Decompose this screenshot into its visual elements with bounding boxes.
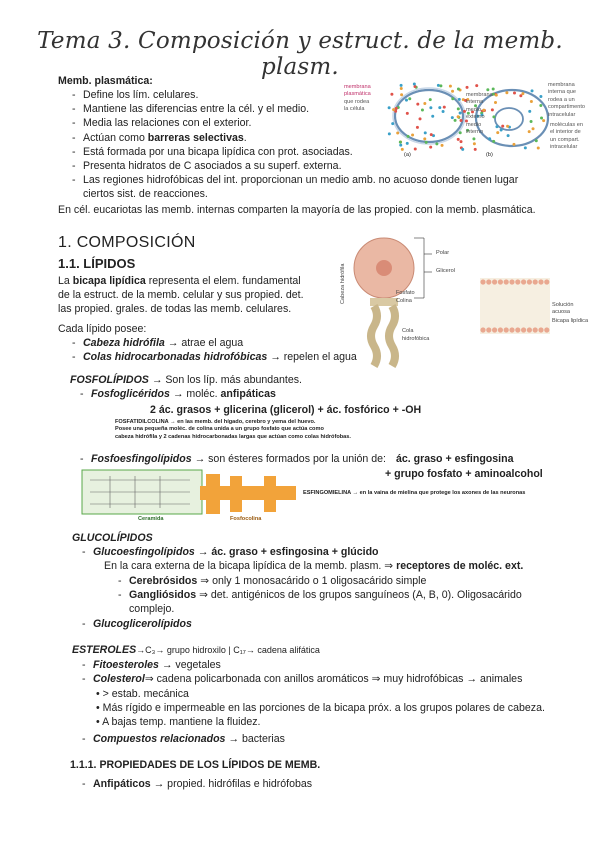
label-hydrophobic: hidrofóbica [402,336,430,342]
molecule-dot [531,89,534,92]
list-item: - Compuestos relacionados → bacterias [80,732,380,746]
molecule-dot [459,111,462,114]
lipid-head-bead [538,327,543,332]
molecule-dot [457,115,460,118]
lipid-head-bead [504,279,509,284]
molecule-dot [542,119,545,122]
molecule-dot [406,112,409,115]
molecule-dot [532,127,535,130]
lipid-head-bead [480,279,485,284]
molecule-dot [506,125,509,128]
molecule-dot [457,87,460,90]
lipid-head-bead [544,279,549,284]
molecule-dot [488,137,491,140]
label-choline: Colina [396,298,412,304]
list-item: - Presenta hidratos de C asociados a su superf. externa. [70,159,360,173]
cholesterol-points [96,687,590,730]
molecule-dot [411,134,414,137]
molecule-dot [430,133,433,136]
lipid-head-bead [515,327,520,332]
bilayer-slab [480,278,550,334]
molecule-dot [501,125,504,128]
label-aqueous: Solución acuosa [552,302,574,316]
molecule-dot [401,148,404,151]
ceramide-label: Ceramida [138,516,164,522]
list-item: - Colesterol⇒ cadena policarbonada con anillos aromáticos ⇒ muy hidrofóbicas → animales [80,672,590,686]
molecule-dot [473,142,476,145]
molecule-dot [530,100,533,103]
cell-a [393,88,465,144]
label-tail: Cola [402,328,414,334]
list-item: - Está formada por una bicapa lipídica con prot. asociadas. [70,145,360,159]
molecule-dot [528,130,531,133]
lipid-head-bead [521,327,526,332]
molecule-dot [406,142,409,145]
molecule-dot [391,122,394,125]
molecule-dot [388,132,391,135]
lipid-head-bead [538,279,543,284]
molecule-dot [399,141,402,144]
molecule-dot [449,85,452,88]
molecule-dot [451,90,454,93]
molecule-dot [407,135,410,138]
molecule-dot [451,116,454,119]
list-item: - Fosfoesfingolípidos → son ésteres formados por la unión de: [78,452,398,466]
molecule-dot [392,108,395,111]
lipid-head-bead [515,279,520,284]
glycosphingolipids [80,545,480,559]
list-item: - Fitoesteroles → vegetales [80,658,590,672]
molecule-dot [423,137,426,140]
lipid-head-bead [509,327,514,332]
lipid-molecule-figure [340,228,590,376]
molecule-dot [505,91,508,94]
molecule-dot [423,102,426,105]
formula: 2 ác. grasos + glicerina (glicerol) + ác. fosfórico + -OH [150,404,422,416]
phosphatidylcholine-note: FOSFATIDILCOLINA → en las memb. del hígado, cerebro y yema del huevo. Posee una pequeña moléc. de colina unida a un grupo fosfato que actúa como cabeza hidrófila y 2 cadenas hidrocarbonadas largas que actúan como colas hidrófobas. [115,419,351,440]
label-mid: membrana interna medio externo medio interno [466,92,493,136]
list-item: - Mantiene las diferencias entre la cél. y el medio. [70,102,360,116]
molecule-dot [408,97,411,100]
molecule-dot [500,129,503,132]
eukaryote-note: En cél. eucariotas las memb. internas comparten la mayoría de las propied. con la memb. plasmática. [58,204,536,216]
molecule-dot [442,110,445,113]
glyco-note: En la cara externa de la bicapa lipídica de la memb. plasm. ⇒ receptores de moléc. ext. [104,560,524,572]
molecule-dot [539,104,542,107]
lipid-head-bead [498,279,503,284]
lipid-head-bead [486,327,491,332]
lipid-head-bead [521,279,526,284]
lipid-head-bead [533,327,538,332]
molecule-dot [425,141,428,144]
molecule-dot [414,148,417,151]
list-item: - Gangliósidos ⇒ det. antigénicos de los grupos sanguíneos (A, B, 0). Oligosacárido complejo. [116,588,590,616]
molecule-dot [437,84,440,87]
molecule-dot [419,117,422,120]
molecule-dot [454,119,457,122]
molecule-dot [416,126,419,129]
label-phosphate: Fosfato [396,290,415,296]
lipid-head-bead [504,327,509,332]
molecule-dot [400,87,403,90]
molecule-dot [492,88,495,91]
label-bilayer: Bicapa lipídica [552,318,589,324]
list-item: - Fosfoglicéridos → moléc. anfipáticas [78,387,478,401]
list-item: - Actúan como barreras selectivas. [70,131,360,145]
molecule-dot [460,140,463,143]
phosphocholine-label: Fosfocolina [230,516,262,522]
glyco-sublist [116,574,590,617]
molecule-dot [390,93,393,96]
lipid-head-bead [509,279,514,284]
lipid-head-bead [533,279,538,284]
bilayer-paragraph: La bicapa lipídica representa el elem. fundamental de la estruct. de la memb. celular y sus propied. det. las propied. grales. de todas las memb. celulares. [58,275,304,316]
label-glycerol: Glicerol [436,268,455,274]
intro-list [70,88,360,173]
molecule-dot [400,84,403,87]
label-b: (b) [486,152,493,158]
lipid-head-bead [480,327,485,332]
molecule-dot [513,92,516,95]
molecule-dot [439,84,442,87]
molecule-dot [421,108,424,111]
molecule-dot [399,144,402,147]
list-item: - Cerebrósidos ⇒ only 1 monosacárido o 1 oligosacárido simple [116,574,590,588]
molecule-dot [519,94,522,97]
related-compounds [80,732,380,746]
list-item: - Las regiones hidrofóbicas del int. proporcionan un medio amb. no acuoso donde tienen lugar ciertos sist. de reacciones. [70,173,590,201]
molecule-dot [443,106,446,109]
phospholipids-line: FOSFOLÍPIDOS → Son los líp. más abundantes. [70,374,302,386]
label-internal-membrane: membrana interna que rodea a un compartimento intracelular [548,82,585,118]
lipid-head-bead [544,327,549,332]
label-plasma-membrane: membrana plasmática [344,84,371,98]
molecule-dot [441,144,444,147]
molecule-dot [451,97,454,100]
cell-membrane-figure [344,80,588,160]
molecule-dot [395,107,398,110]
glycolipids-heading: GLUCOLÍPIDOS [72,532,153,544]
molecule-dot [507,134,510,137]
sphingo-right-1: ác. graso + esfingosina [396,453,514,465]
lipid-head-bead [492,279,497,284]
list-item: - Define los lím. celulares. [70,88,360,102]
lipid-head-bead [492,327,497,332]
molecule-dot [512,143,515,146]
intro-heading: Memb. plasmática: [58,75,153,87]
list-item: - Colas hidrocarbonadas hidrofóbicas → repelen el agua [70,350,370,364]
molecule-dot [528,110,531,113]
molecule-dot [416,103,419,106]
list-item: • > estab. mecánica [96,688,189,700]
phosphoglycerides [78,387,478,401]
list-item: - Anfipáticos → propied. hidrófilas e hidrófobas [80,777,480,791]
list-item: • Más rígido e impermeable en las porciones de la bicapa próx. a los grupos polares de cabeza. [96,702,545,715]
molecule-dot [396,131,399,134]
properties-list [80,777,480,791]
intro-list-2 [70,173,590,201]
molecule-dot [429,98,432,101]
list-item: - Glucoglicerolípidos [80,617,380,631]
molecule-dot [474,148,477,151]
molecule-dot [458,98,461,101]
each-lipid: Cada lípido posee: [58,323,147,335]
molecule-dot [461,148,464,151]
label-molecules: moléculas en el interior de un compart. intracelular [550,122,583,151]
molecule-dot [400,93,403,96]
lipid-head-bead [486,279,491,284]
molecule-dot [457,107,460,110]
lipid-head-bead [527,327,532,332]
molecule-dot [475,84,478,87]
molecule-dot [429,106,432,109]
list-item: - Media las relaciones con el exterior. [70,116,360,130]
head-side-label: Cabeza hidrófila [340,263,346,304]
molecule-dot [429,146,432,149]
molecule-dot [438,106,441,109]
molecule-dot [459,119,462,122]
sterols-list [80,658,590,686]
lipid-head-bead [527,279,532,284]
sphingomyelin-note: ESFINGOMIELINA → en la vaina de mielina que protege los axones de las neuronas [303,490,526,496]
subsubsection-heading: 1.1.1. PROPIEDADES DE LOS LÍPIDOS DE MEMB. [70,759,321,771]
list-item: - Cabeza hidrófila → atrae el agua [70,336,370,350]
molecule-dot [524,146,527,149]
sterols-line: ESTEROLES→C₃→ grupo hidroxilo | C₁₇→ cadena alifática [72,644,320,656]
molecule-dot [388,106,391,109]
molecule-dot [521,92,524,95]
molecule-dot [486,88,489,91]
molecule-dot [492,140,495,143]
molecule-dot [457,138,460,141]
molecule-dot [466,86,469,89]
lipid-parts-list [70,336,370,364]
phosphosphingolipids [78,452,398,466]
lipid-head-bead [498,327,503,332]
molecule-dot [540,116,543,119]
molecule-dot [530,120,533,123]
molecule-dot [539,95,542,98]
label-surrounds-cell: que rodea la célula [344,99,370,113]
sphingomyelin-figure [80,468,302,526]
section-heading: 1. COMPOSICIÓN [58,234,196,251]
molecule-dot [405,99,408,102]
molecule-dot [424,131,427,134]
molecule-dot [535,139,538,142]
list-item: • A bajas temp. mantiene la fluidez. [96,716,261,729]
molecule-dot [431,115,434,118]
molecule-dot [413,83,416,86]
molecule-dot [537,147,540,150]
glycoglycerolipids [80,617,380,631]
subsection-heading: 1.1. LÍPIDOS [58,256,136,271]
label-polar: Polar [436,250,450,256]
molecule-dot [459,131,462,134]
label-a: (a) [404,152,411,158]
molecule-dot [472,137,475,140]
list-item: - Glucoesfingolípidos → ác. graso + esfingosina + glúcido [80,545,480,559]
page-title: Tema 3. Composición y estruct. de la memb. plasm. [37,28,563,80]
molecule-dot [435,142,438,145]
sphingo-right-2: + grupo fosfato + aminoalcohol [385,468,543,480]
